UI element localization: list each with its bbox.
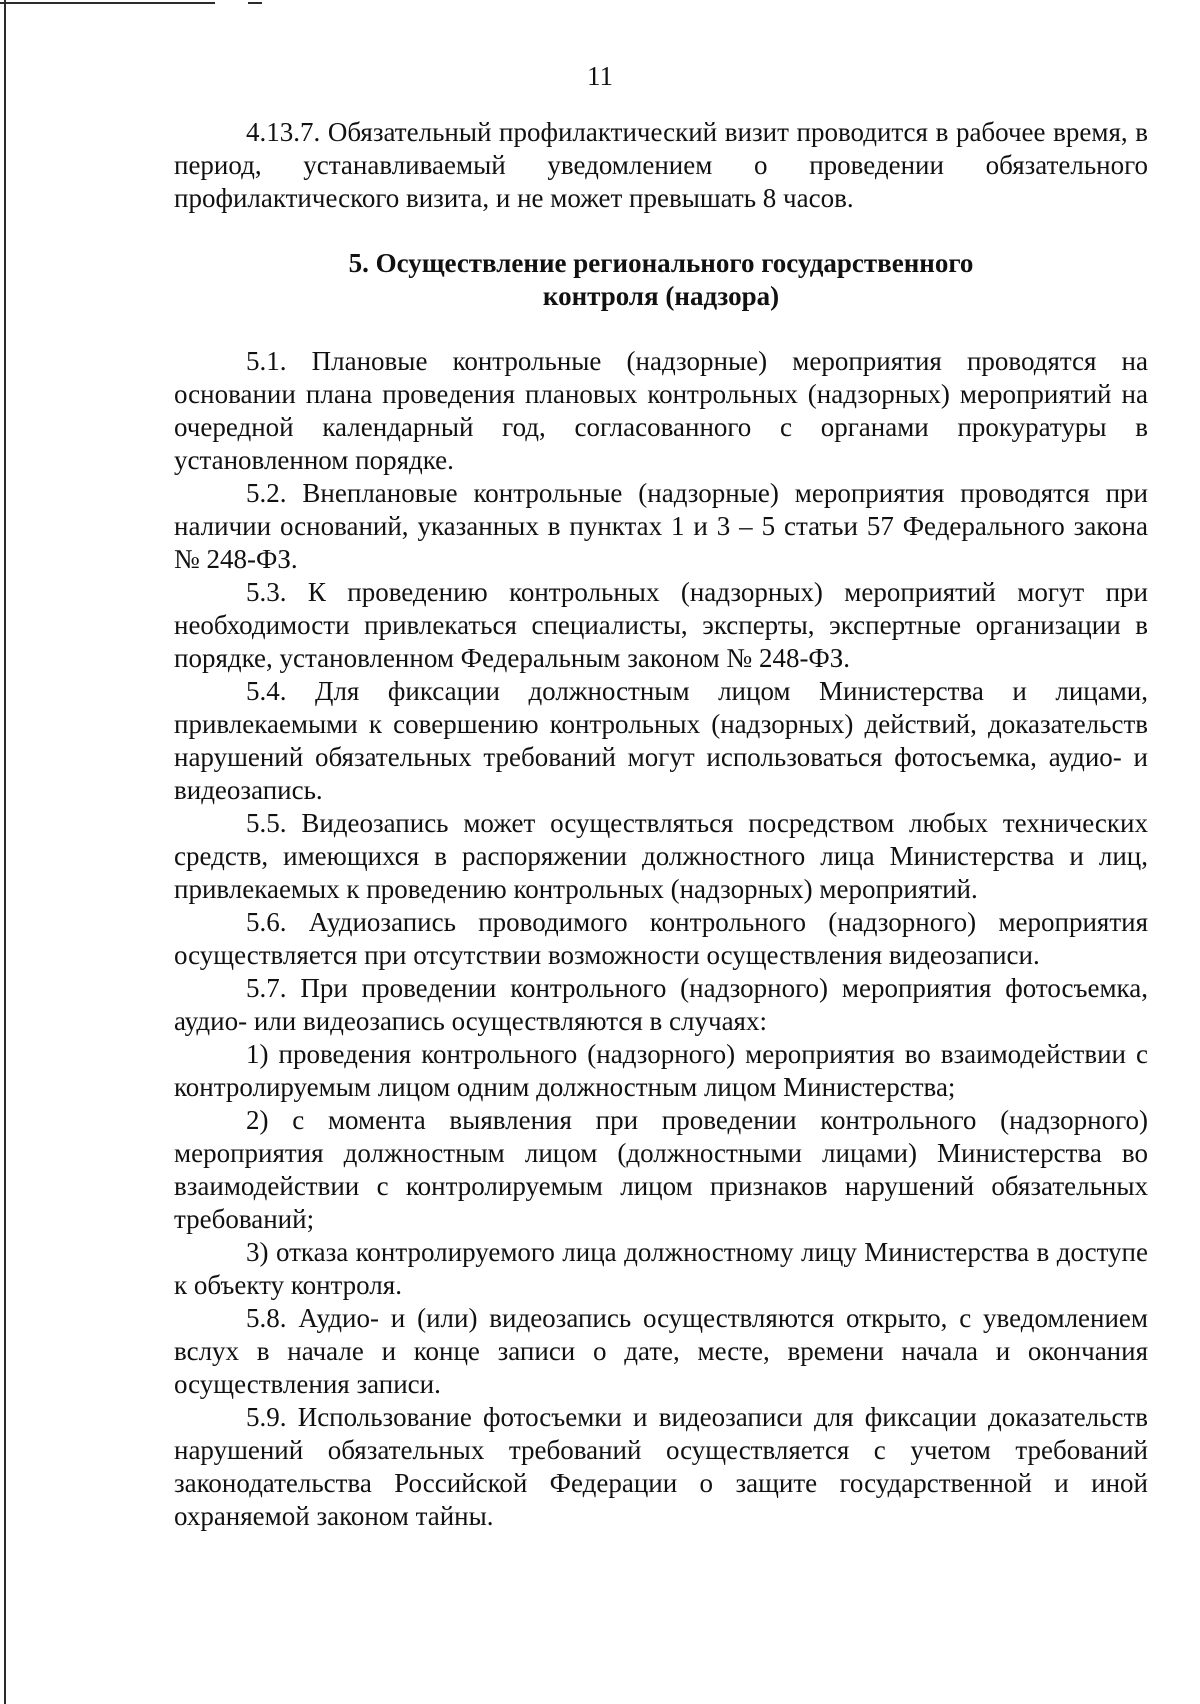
paragraph-4-13-7: 4.13.7. Обязательный профилактический визит проводится в рабочее время, в период, устанавливаемый уведомлением о проведении обязательного профилактического визита, и не может превышать 8 часов. — [174, 117, 1148, 213]
paragraph-5-4: 5.4. Для фиксации должностным лицом Министерства и лицами, привлекаемыми к совершению контрольных (надзорных) действий, доказательств нарушений обязательных требований могут использоваться фотосъемка, аудио- и видеозапись. — [174, 676, 1148, 805]
paragraph-5-9: 5.9. Использование фотосъемки и видеозаписи для фиксации доказательств нарушений обязательных требований осуществляется с учетом требований законодательства Российской Федерации о защите государственной и иной охраняемой законом тайны. — [174, 1402, 1148, 1531]
scan-edge-top-mark — [248, 2, 262, 4]
paragraph-5-5: 5.5. Видеозапись может осуществляться посредством любых технических средств, имеющихся в распоряжении должностного лица Министерства и лиц, привлекаемых к проведению контрольных (надзорных) мероприятий. — [174, 808, 1148, 904]
paragraph-5-2: 5.2. Внеплановые контрольные (надзорные) мероприятия проводятся при наличии оснований, указанных в пунктах 1 и 3 – 5 статьи 57 Федерального закона № 248-ФЗ. — [174, 478, 1148, 574]
paragraph-5-3: 5.3. К проведению контрольных (надзорных) мероприятий могут при необходимости привлекаться специалисты, эксперты, экспертные организации в порядке, установленном Федеральным законом № 248-ФЗ. — [174, 577, 1148, 673]
section-heading-line-1: 5. Осуществление регионального государственного — [348, 248, 974, 278]
list-item-2: 2) с момента выявления при проведении контрольного (надзорного) мероприятия должностным лицом (должностными лицами) Министерства во взаимодействии с контролируемым лицом признаков нарушений обязательных требований; — [174, 1105, 1148, 1234]
paragraph-5-6: 5.6. Аудиозапись проводимого контрольного (надзорного) мероприятия осуществляется при отсутствии возможности осуществления видеозаписи. — [174, 907, 1148, 970]
section-heading-line-2: контроля (надзора) — [542, 281, 780, 311]
document-body — [174, 116, 1148, 1533]
list-item-3: 3) отказа контролируемого лица должностному лицу Министерства в доступе к объекту контроля. — [174, 1237, 1148, 1300]
scan-edge-top — [0, 2, 215, 4]
paragraph-5-7: 5.7. При проведении контрольного (надзорного) мероприятия фотосъемка, аудио- или видеозапись осуществляются в случаях: — [174, 973, 1148, 1036]
page-number: 11 — [587, 61, 613, 91]
section-heading — [174, 247, 1148, 313]
paragraph-5-8: 5.8. Аудио- и (или) видеозапись осуществляются открыто, с уведомлением вслух в начале и конце записи о дате, месте, времени начала и окончания осуществления записи. — [174, 1303, 1148, 1399]
scan-edge-left — [4, 0, 6, 1704]
paragraph-5-1: 5.1. Плановые контрольные (надзорные) мероприятия проводятся на основании плана проведения плановых контрольных (надзорных) мероприятий на очередной календарный год, согласованного с органами прокуратуры в установленном порядке. — [174, 346, 1148, 475]
list-item-1: 1) проведения контрольного (надзорного) мероприятия во взаимодействии с контролируемым лицом одним должностным лицом Министерства; — [174, 1039, 1148, 1102]
